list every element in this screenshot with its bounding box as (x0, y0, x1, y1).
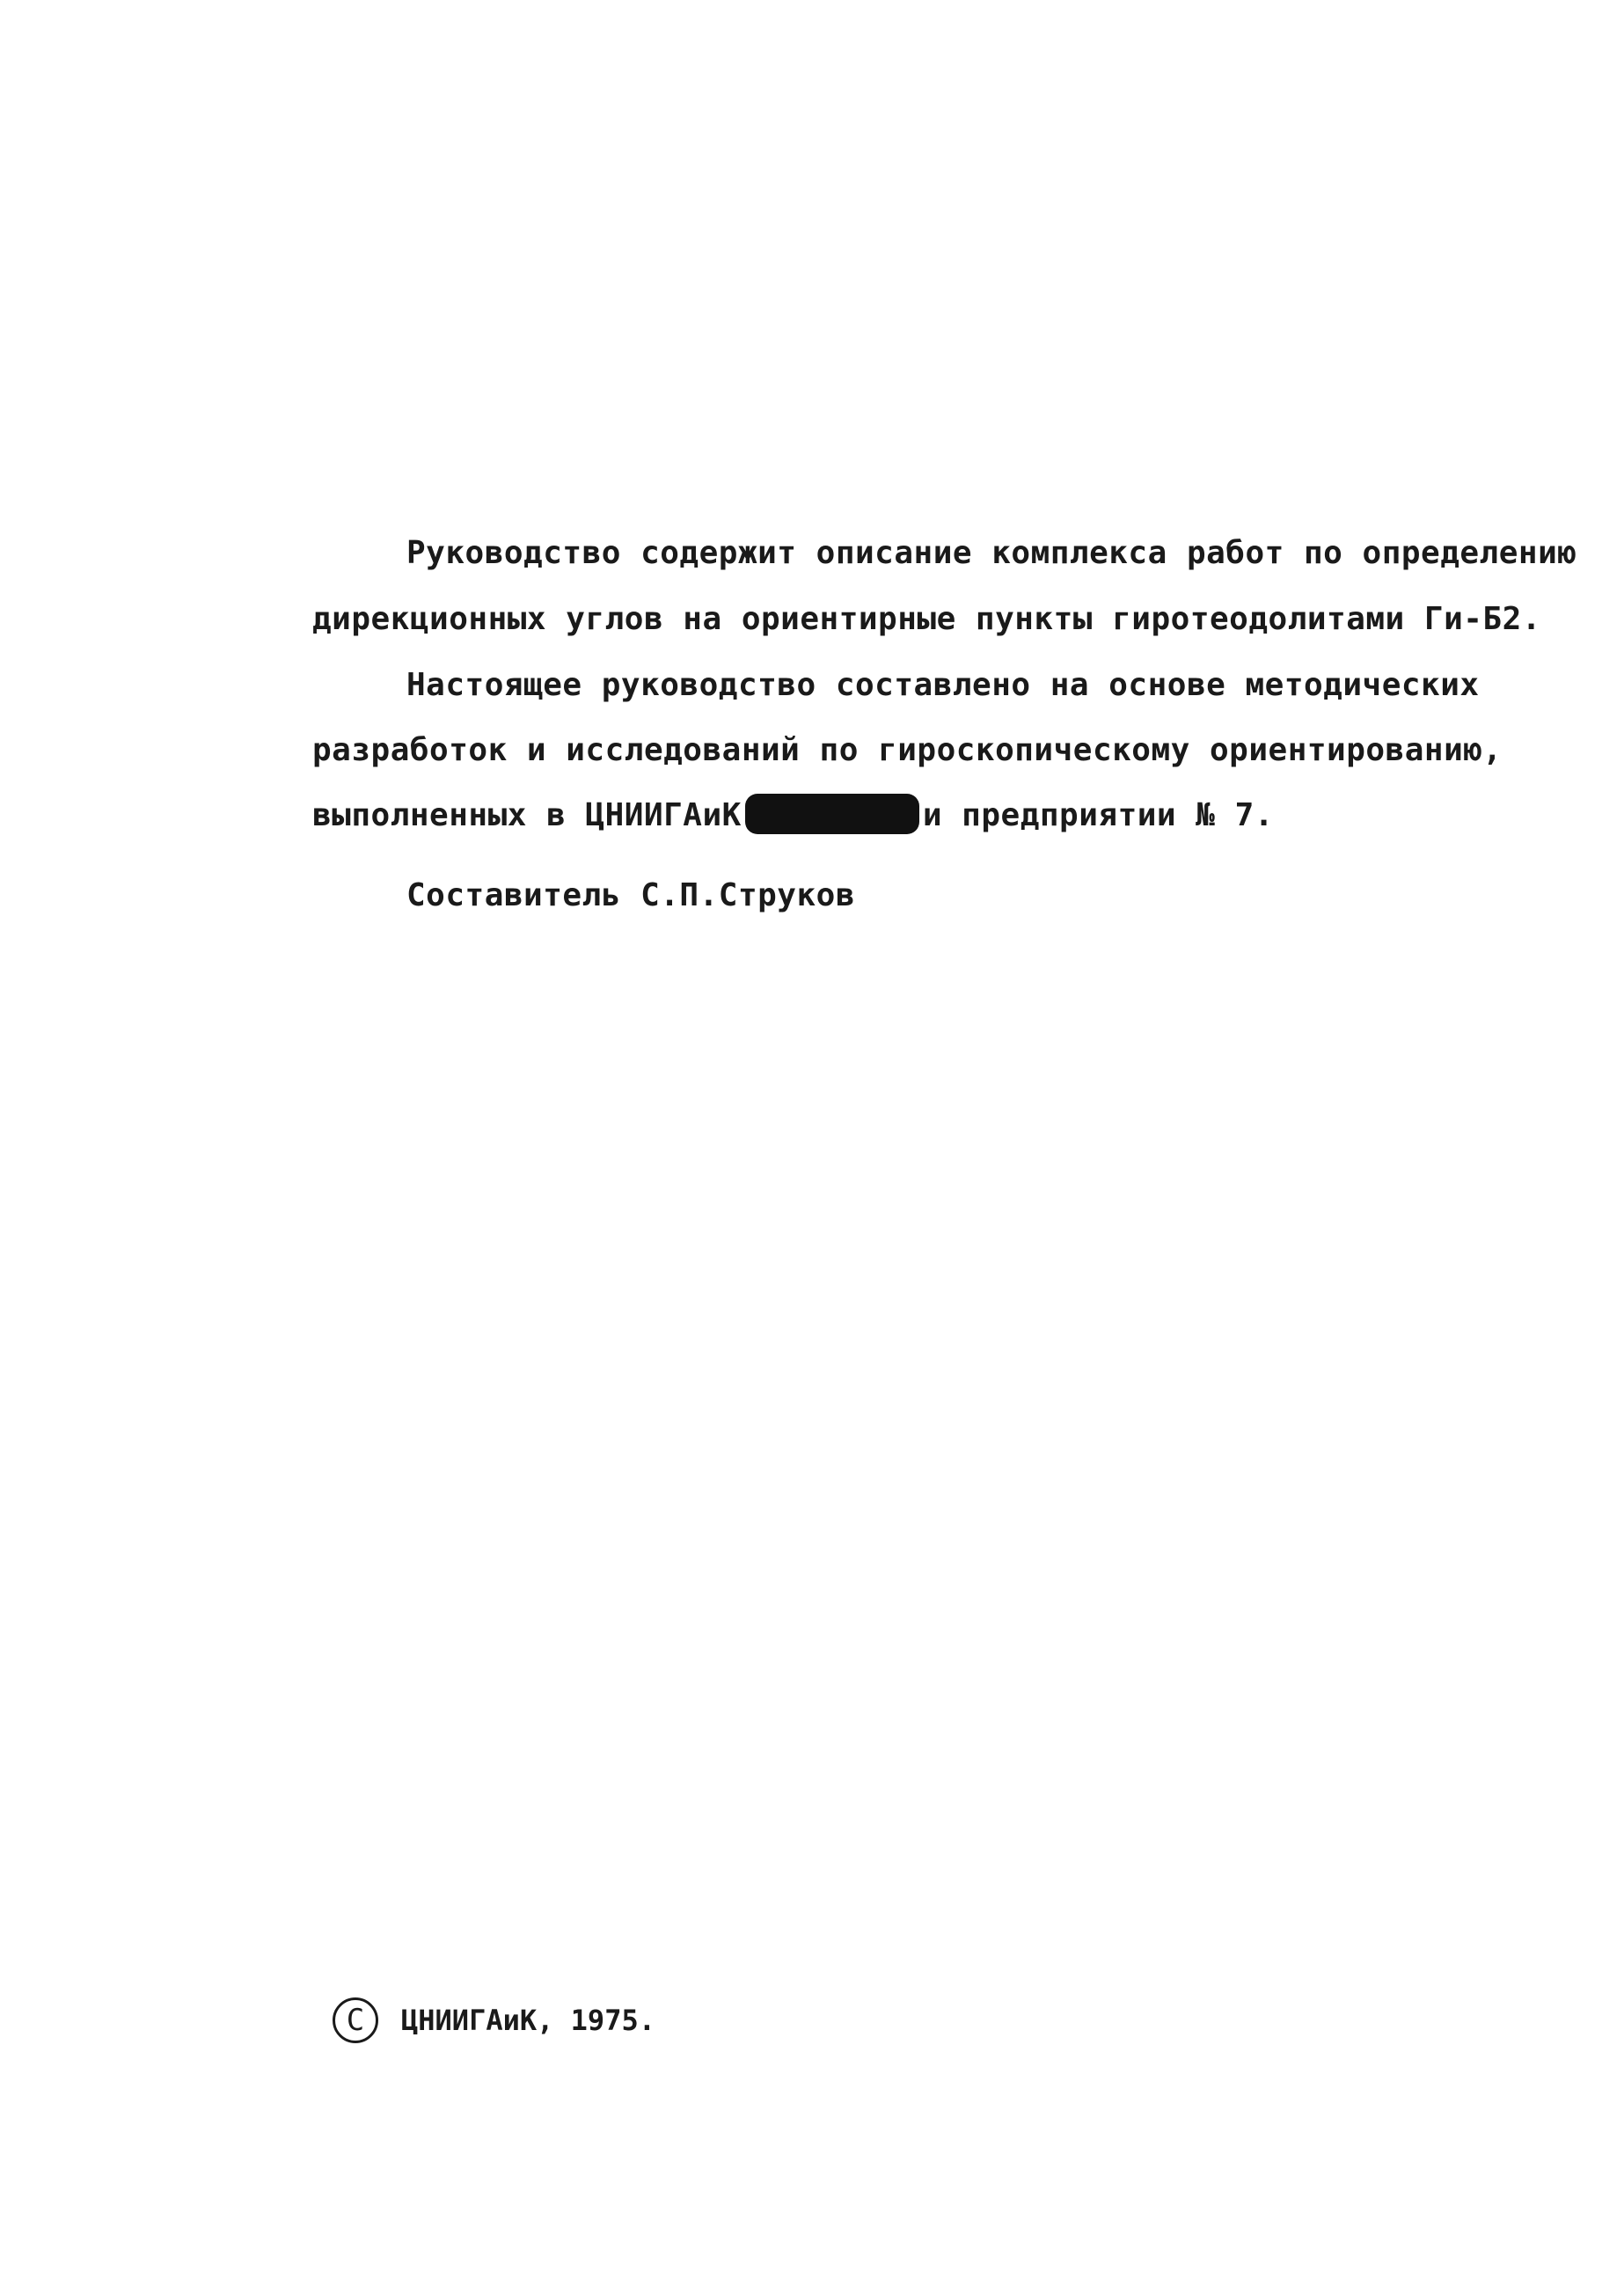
paragraph-2-line-1: Настоящее руководство составлено на основе методических (406, 667, 1480, 703)
paragraph-2-line-2: разработок и исследований по гироскопическому ориентированию, (312, 732, 1503, 768)
redaction-mark (745, 794, 919, 834)
copyright-notice (333, 1997, 655, 2043)
compiler-line: Составитель С.П.Струков (406, 877, 855, 913)
paragraph-2-line-3-end: и предприятии № 7. (922, 797, 1274, 833)
paragraph-2-line-3 (312, 794, 1562, 834)
paragraph-1-line-1: Руководство содержит описание комплекса работ по определению (406, 535, 1577, 571)
copyright-icon: C (333, 1997, 378, 2043)
paragraph-1-line-2: дирекционных углов на ориентирные пункты гиротеодолитами Ги-Б2. (312, 601, 1541, 637)
copyright-text: ЦНИИГАиК, 1975. (401, 2004, 655, 2037)
paragraph-2-line-3-start: выполненных в ЦНИИГАиК (312, 797, 742, 833)
